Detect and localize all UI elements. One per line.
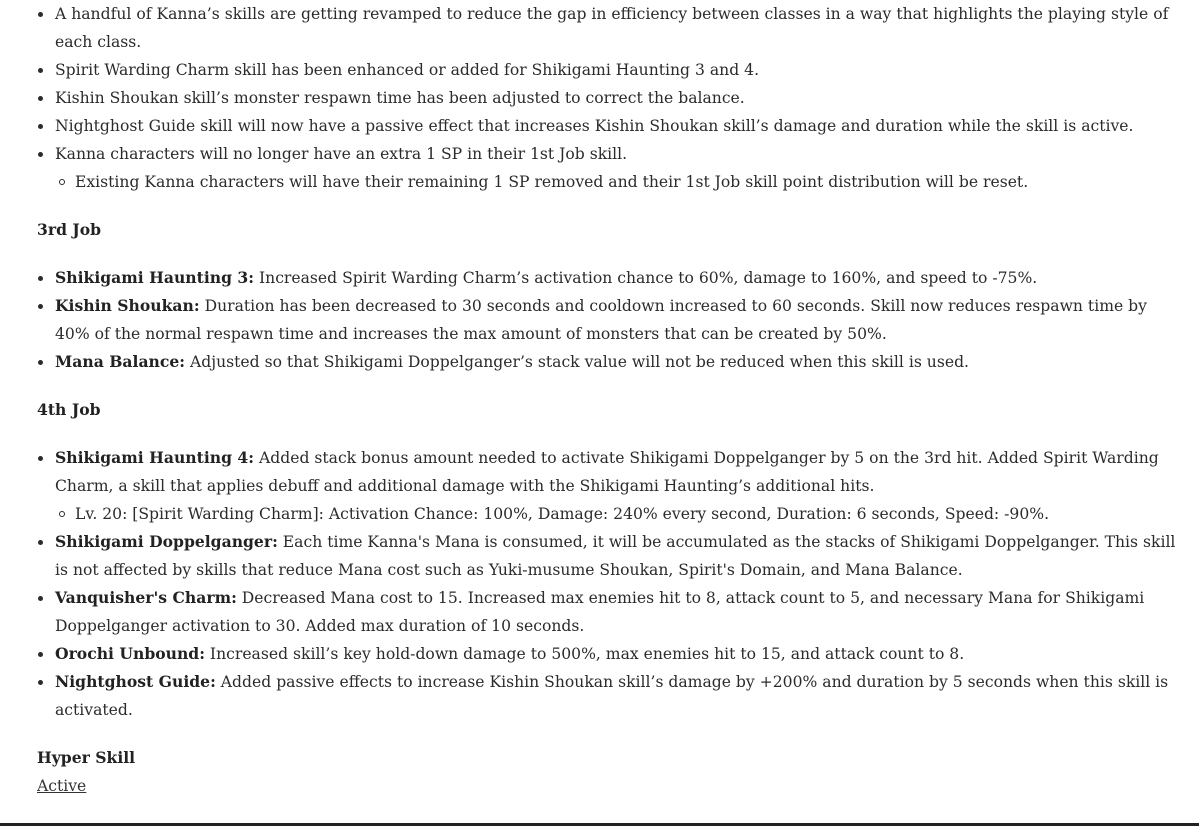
list-item	[37, 140, 1177, 196]
list-item	[37, 264, 1177, 292]
fourth-job-heading: 4th Job	[37, 400, 101, 419]
skill-description: Increased skill’s key hold-down damage to 500%, max enemies hit to 15, and attack count to 8.	[204, 645, 965, 663]
sub-list-item-text: Lv. 20: [Spirit Warding Charm]: Activation Chance: 100%, Damage: 240% every second, Duration: 6 seconds, Speed: -90%.	[75, 505, 1050, 523]
list-item	[37, 640, 1177, 668]
intro-list	[37, 0, 1177, 196]
skill-description: Adjusted so that Shikigami Doppelganger’s stack value will not be reduced when this skill is used.	[185, 353, 970, 371]
list-item	[37, 0, 1177, 56]
list-item	[37, 84, 1177, 112]
third-job-heading: 3rd Job	[37, 220, 102, 239]
skill-description: Increased Spirit Warding Charm’s activation chance to 60%, damage to 160%, and speed to -75%.	[254, 269, 1038, 287]
list-item	[37, 528, 1177, 584]
list-item	[37, 584, 1177, 640]
article-content	[37, 0, 1177, 800]
sub-list	[75, 500, 1177, 528]
list-item	[37, 56, 1177, 84]
list-item	[37, 292, 1177, 348]
active-link[interactable]: Active	[37, 777, 87, 795]
skill-name: Kishin Shoukan:	[55, 296, 200, 315]
sub-list	[75, 168, 1177, 196]
skill-name: Nightghost Guide:	[55, 672, 216, 691]
list-item-text: Nightghost Guide skill will now have a passive effect that increases Kishin Shoukan skill’s damage and duration while the skill is active.	[55, 117, 1134, 135]
list-item-text: Spirit Warding Charm skill has been enhanced or added for Shikigami Haunting 3 and 4.	[55, 61, 760, 79]
list-item-text: Kanna characters will no longer have an extra 1 SP in their 1st Job skill.	[55, 145, 628, 163]
sub-list-item	[75, 500, 1177, 528]
hyper-skill-heading: Hyper Skill	[37, 748, 136, 767]
list-item	[37, 112, 1177, 140]
skill-name: Vanquisher's Charm:	[55, 588, 237, 607]
list-item-text: Kishin Shoukan skill’s monster respawn time has been adjusted to correct the balance.	[55, 89, 745, 107]
skill-name: Shikigami Haunting 3:	[55, 268, 255, 287]
skill-name: Mana Balance:	[55, 352, 186, 371]
sub-list-item-text: Existing Kanna characters will have their remaining 1 SP removed and their 1st Job skill point distribution will be reset.	[75, 173, 1029, 191]
third-job-list	[37, 264, 1177, 376]
skill-description: Added stack bonus amount needed to activate Shikigami Doppelganger by 5 on the 3rd hit. Added Spirit Warding Charm, a skill that applies debuff and additional damage with the Shikigami Haunting’s additional hits.	[55, 449, 1159, 495]
fourth-job-list	[37, 444, 1177, 724]
sub-list-item	[75, 168, 1177, 196]
skill-name: Orochi Unbound:	[55, 644, 205, 663]
skill-description: Each time Kanna's Mana is consumed, it will be accumulated as the stacks of Shikigami Doppelganger. This skill is not affected by skills that reduce Mana cost such as Yuki-musume Shoukan, Spirit's Domain, and Mana Balance.	[55, 533, 1176, 579]
skill-description: Decreased Mana cost to 15. Increased max enemies hit to 8, attack count to 5, and necessary Mana for Shikigami Doppelganger activation to 30. Added max duration of 10 seconds.	[55, 589, 1145, 635]
skill-description: Duration has been decreased to 30 seconds and cooldown increased to 60 seconds. Skill now reduces respawn time by 40% of the normal respawn time and increases the max amount of monsters that can be created by 50%.	[55, 297, 1147, 343]
skill-name: Shikigami Doppelganger:	[55, 532, 278, 551]
skill-description: Added passive effects to increase Kishin Shoukan skill’s damage by +200% and duration by 5 seconds when this skill is activated.	[55, 673, 1169, 719]
list-item	[37, 348, 1177, 376]
list-item	[37, 444, 1177, 528]
list-item-text: A handful of Kanna’s skills are getting revamped to reduce the gap in efficiency between classes in a way that highlights the playing style of each class.	[55, 5, 1169, 51]
skill-name: Shikigami Haunting 4:	[55, 448, 255, 467]
list-item	[37, 668, 1177, 724]
